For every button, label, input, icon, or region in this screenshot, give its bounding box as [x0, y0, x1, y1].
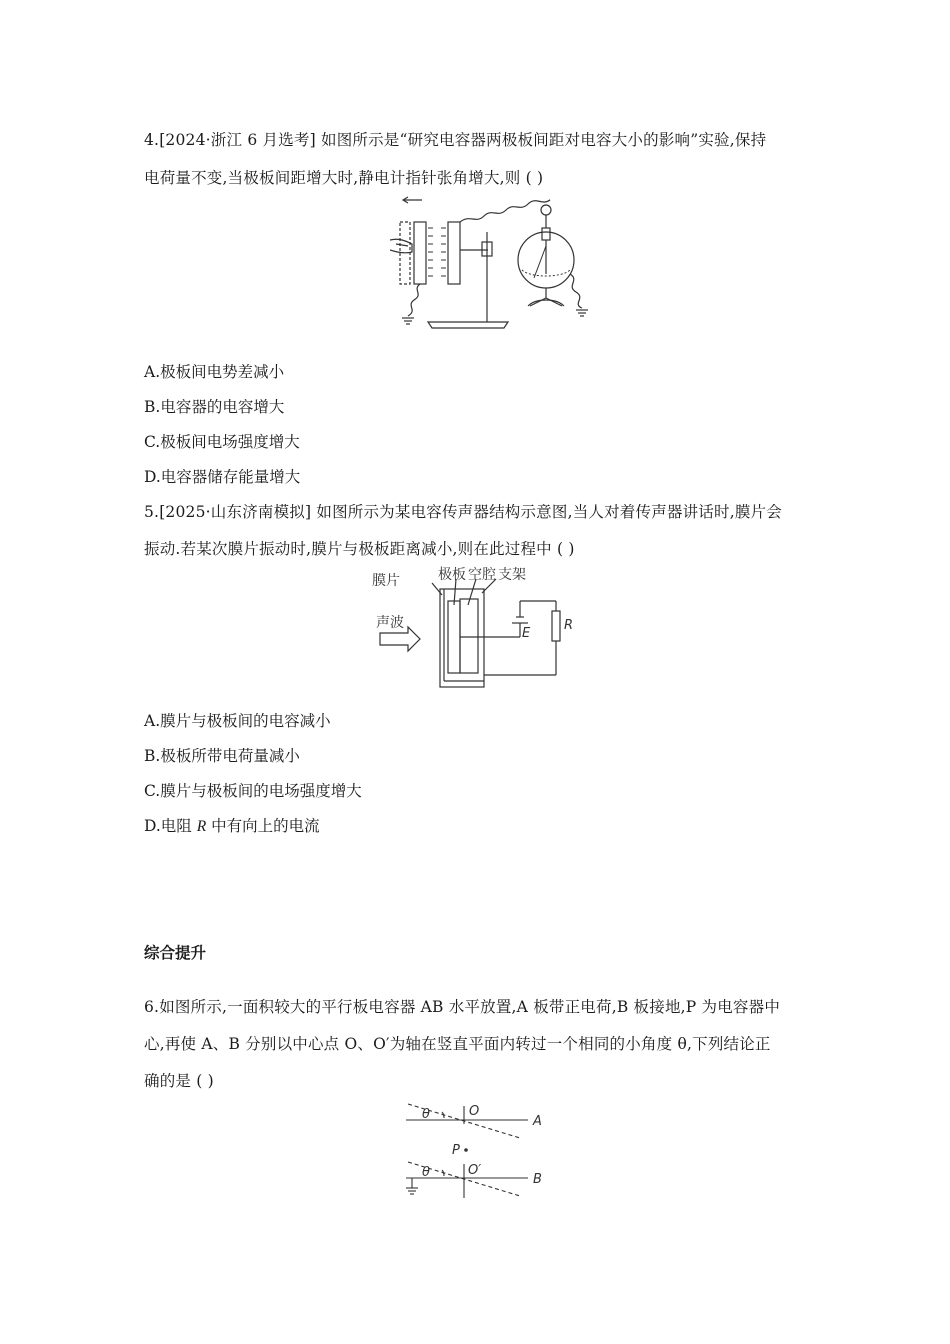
q5-option-d-suffix: 中有向上的电流 [206, 817, 320, 835]
label-emf: E [522, 626, 531, 641]
q5-stem-line1: 5.[2025·山东济南模拟] 如图所示为某电容传声器结构示意图,当人对着传声器讲话时,膜片会 [144, 503, 782, 521]
q5-option-d [144, 814, 320, 836]
label-theta-a: θ [422, 1107, 430, 1122]
label-o-prime: O′ [468, 1163, 482, 1178]
q4-stem-line1: 4.[2024·浙江 6 月选考] 如图所示是“研究电容器两极板间距对电容大小的影响”实验,保持 [144, 131, 767, 149]
label-resistor: R [564, 618, 574, 633]
q4-electrometer-figure [390, 194, 595, 332]
q6-stem-line2: 心,再使 A、B 分别以中心点 O、O′为轴在竖直平面内转过一个相同的小角度 θ,下列结论正 [144, 1035, 771, 1053]
label-support: 支架 [498, 567, 526, 583]
q5-option-d-prefix: D.电阻 [144, 817, 197, 835]
label-membrane: 膜片 [372, 573, 400, 589]
q5-stem-line2: 振动.若某次膜片振动时,膜片与极板距离减小,则在此过程中 ( ) [144, 540, 575, 558]
q4-option-a: A.极板间电势差减小 [144, 363, 285, 381]
label-theta-b: θ [422, 1165, 430, 1180]
q4-stem-line2: 电荷量不变,当极板间距增大时,静电计指针张角增大,则 ( ) [144, 169, 544, 187]
label-p: P [452, 1143, 460, 1158]
q5-option-c: C.膜片与极板间的电场强度增大 [144, 782, 362, 800]
q4-option-b: B.电容器的电容增大 [144, 398, 285, 416]
label-plate: 极板 [438, 567, 466, 583]
q5-option-b: B.极板所带电荷量减小 [144, 747, 300, 765]
q6-capacitor-figure [398, 1098, 558, 1202]
label-a: A [533, 1114, 542, 1129]
label-b: B [533, 1172, 542, 1187]
q5-option-a: A.膜片与极板间的电容减小 [144, 712, 331, 730]
q6-stem-line1: 6.如图所示,一面积较大的平行板电容器 AB 水平放置,A 板带正电荷,B 板接地,P 为电容器中 [144, 998, 781, 1016]
label-cavity: 空腔 [468, 567, 496, 583]
section-title: 综合提升 [144, 944, 207, 962]
label-sound: 声波 [376, 615, 404, 631]
q4-option-c: C.极板间电场强度增大 [144, 433, 300, 451]
label-o: O [469, 1104, 480, 1119]
q5-option-d-var: R [196, 818, 207, 835]
q4-option-d: D.电容器储存能量增大 [144, 468, 301, 486]
q5-microphone-figure [372, 565, 592, 691]
q6-stem-line3: 确的是 ( ) [144, 1072, 214, 1090]
